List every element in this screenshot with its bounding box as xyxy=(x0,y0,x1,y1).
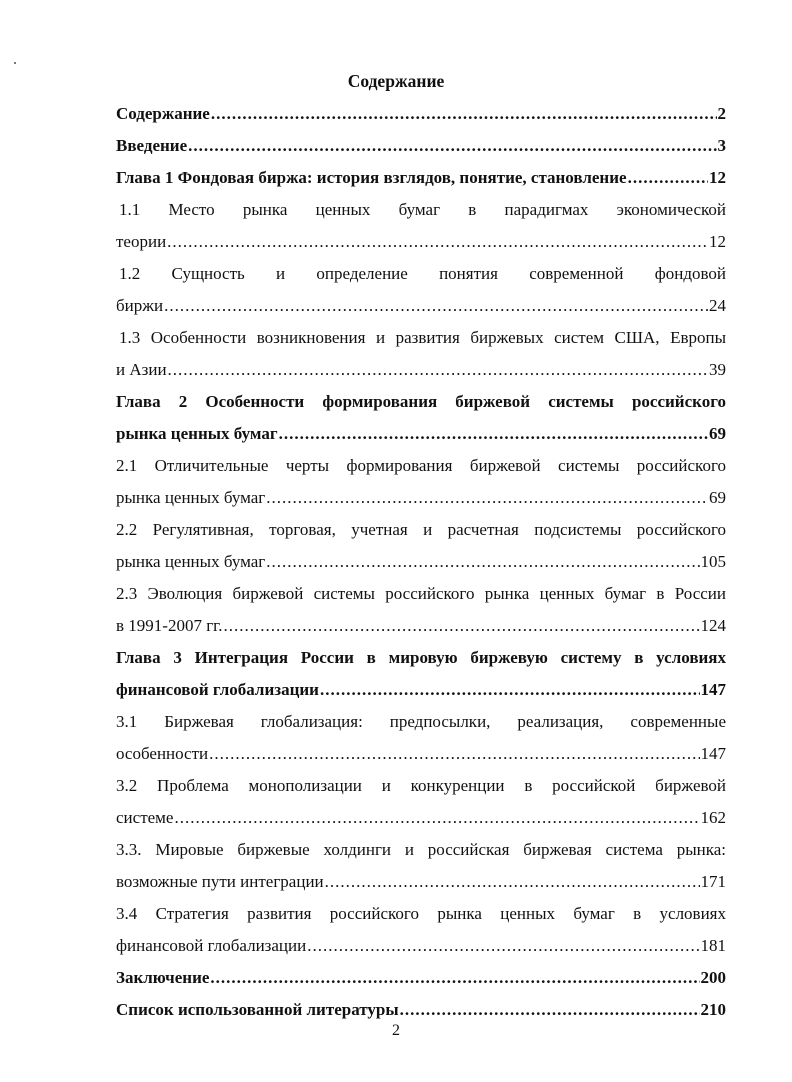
toc-page-number: 147 xyxy=(700,744,726,763)
toc-page-number: 124 xyxy=(700,616,726,635)
toc-entry-text: особенности xyxy=(116,744,209,763)
toc-entry-2-2-line2[interactable] xyxy=(116,546,726,578)
leader-dots xyxy=(164,290,708,322)
scan-speck xyxy=(14,62,16,64)
toc-page-number: 162 xyxy=(700,808,726,827)
toc-entry-chapter-1[interactable] xyxy=(116,162,726,194)
toc-entry-chapter-2-line2[interactable] xyxy=(116,418,726,450)
toc-page-number: 69 xyxy=(709,424,726,443)
toc-entry-1-2-line1[interactable]: 1.2 Сущность и определение понятия современной фондовой xyxy=(119,264,726,283)
toc-entry-3-1-line1[interactable]: 3.1 Биржевая глобализация: предпосылки, реализация, современные xyxy=(116,712,726,731)
toc-entry-1-3-line2[interactable] xyxy=(116,354,726,386)
toc-entry-text: финансовой глобализации xyxy=(116,936,307,955)
leader-dots xyxy=(167,226,708,258)
leader-dots xyxy=(210,962,699,994)
leader-dots xyxy=(325,866,700,898)
toc-entry-chapter-3-line2[interactable] xyxy=(116,674,726,706)
toc-entry-1-2-line2[interactable] xyxy=(116,290,726,322)
toc-entry-text: и Азии xyxy=(116,360,167,379)
leader-dots xyxy=(628,162,708,194)
leader-dots xyxy=(266,482,708,514)
toc-entry-chapter-2-line1[interactable]: Глава 2 Особенности формирования биржевой системы российского xyxy=(116,392,726,411)
toc-entry-3-1-line2[interactable] xyxy=(116,738,726,770)
toc-entry-text: финансовой глобализации xyxy=(116,680,319,699)
toc-page-number: 181 xyxy=(700,936,726,955)
toc-entry-2-3-line1[interactable]: 2.3 Эволюция биржевой системы российского рынка ценных бумаг в России xyxy=(116,584,726,603)
toc-page-number: 210 xyxy=(700,1000,726,1019)
leader-dots xyxy=(168,354,708,386)
toc-entry-1-1-line2[interactable] xyxy=(116,226,726,258)
page-number: 2 xyxy=(392,1022,400,1039)
leader-dots xyxy=(174,802,699,834)
toc-entry-contents[interactable] xyxy=(116,98,726,130)
leader-dots xyxy=(188,130,716,162)
toc-entry-text: Глава 1 Фондовая биржа: история взглядов, понятие, становление xyxy=(116,168,627,187)
toc-entry-text: Заключение xyxy=(116,968,210,987)
toc-page-number: 39 xyxy=(709,360,726,379)
toc-entry-1-3-line1[interactable]: 1.3 Особенности возникновения и развития биржевых систем США, Европы xyxy=(119,328,726,347)
leader-dots xyxy=(209,738,699,770)
toc-entry-text: биржи xyxy=(116,296,164,315)
toc-entry-2-1-line2[interactable] xyxy=(116,482,726,514)
toc-entry-3-2-line1[interactable]: 3.2 Проблема монополизации и конкуренции в российской биржевой xyxy=(116,776,726,795)
toc-entry-introduction[interactable] xyxy=(116,130,726,162)
toc-page-number: 200 xyxy=(700,968,726,987)
leader-dots xyxy=(223,610,699,642)
toc-entry-text: рынка ценных бумаг xyxy=(116,552,266,571)
toc-entry-2-3-line2[interactable] xyxy=(116,610,726,642)
leader-dots xyxy=(320,674,700,706)
toc-entry-3-4-line1[interactable]: 3.4 Стратегия развития российского рынка ценных бумаг в условиях xyxy=(116,904,726,923)
toc-entry-text: рынка ценных бумаг xyxy=(116,424,278,443)
leader-dots xyxy=(266,546,699,578)
toc-entry-text: рынка ценных бумаг xyxy=(116,488,266,507)
toc-entry-text: Введение xyxy=(116,136,188,155)
toc-page-number: 12 xyxy=(709,168,726,187)
toc-page-number: 3 xyxy=(717,136,726,155)
toc-entry-text: возможные пути интеграции xyxy=(116,872,324,891)
toc-page-number: 105 xyxy=(700,552,726,571)
toc-entry-3-3-line1[interactable]: 3.3. Мировые биржевые холдинги и российская биржевая система рынка: xyxy=(116,840,726,859)
toc-entry-text: системе xyxy=(116,808,174,827)
toc-entry-3-4-line2[interactable] xyxy=(116,930,726,962)
toc-entry-text: Список использованной литературы xyxy=(116,1000,399,1019)
toc-entry-2-1-line1[interactable]: 2.1 Отличительные черты формирования биржевой системы российского xyxy=(116,456,726,475)
toc-page-number: 69 xyxy=(709,488,726,507)
toc-entry-text: теории xyxy=(116,232,167,251)
table-of-contents xyxy=(116,98,726,1026)
toc-entry-3-3-line2[interactable] xyxy=(116,866,726,898)
toc-entry-1-1-line1[interactable]: 1.1 Место рынка ценных бумаг в парадигмах экономической xyxy=(119,200,726,219)
page-title: Содержание xyxy=(347,71,445,91)
leader-dots xyxy=(279,418,708,450)
toc-page-number: 12 xyxy=(709,232,726,251)
leader-dots xyxy=(307,930,699,962)
toc-entry-2-2-line1[interactable]: 2.2 Регулятивная, торговая, учетная и расчетная подсистемы российского xyxy=(116,520,726,539)
toc-entry-conclusion[interactable] xyxy=(116,962,726,994)
toc-page-number: 147 xyxy=(700,680,726,699)
toc-entry-3-2-line2[interactable] xyxy=(116,802,726,834)
toc-page-number: 171 xyxy=(700,872,726,891)
toc-page-number: 2 xyxy=(717,104,726,123)
toc-entry-chapter-3-line1[interactable]: Глава 3 Интеграция России в мировую биржевую систему в условиях xyxy=(116,648,726,667)
leader-dots xyxy=(211,98,717,130)
toc-entry-text: в 1991-2007 гг. xyxy=(116,616,223,635)
toc-entry-text: Содержание xyxy=(116,104,210,123)
toc-page-number: 24 xyxy=(709,296,726,315)
